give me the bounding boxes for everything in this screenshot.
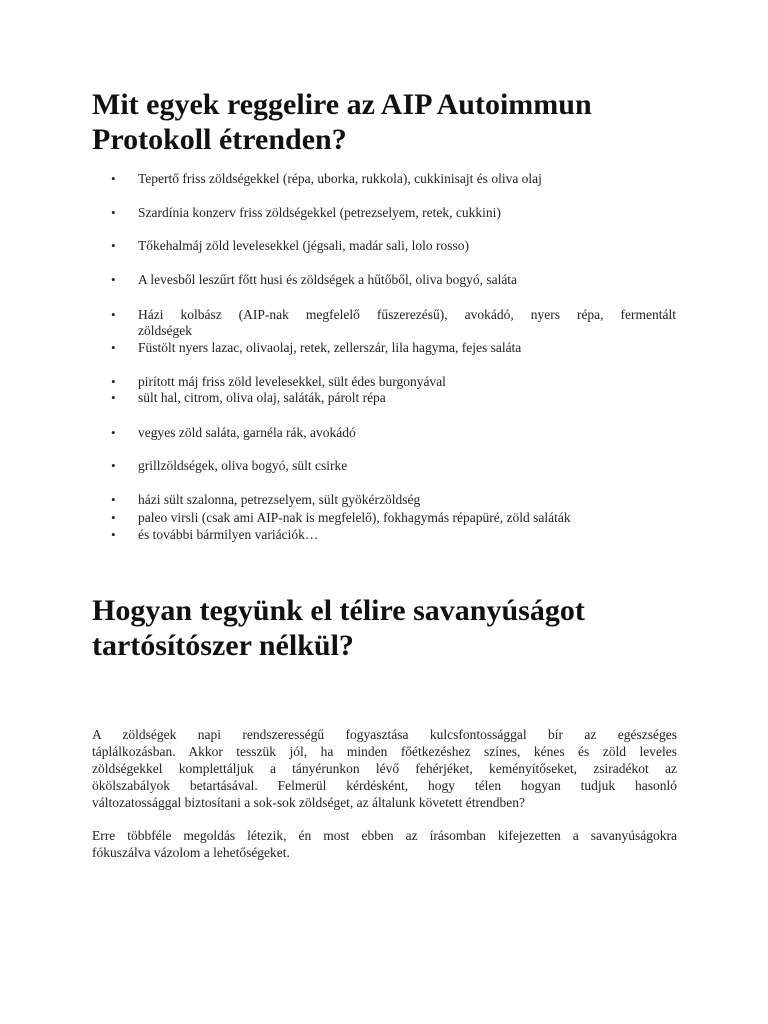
second-paragraph <box>92 827 677 861</box>
heading-breakfast-line2: Protokoll étrenden? <box>92 123 347 156</box>
list-item: • vegyes zöld saláta, garnéla rák, avokádó <box>111 425 356 440</box>
list-item: • Szardínia konzerv friss zöldségekkel (petrezselyem, retek, cukkini) <box>111 205 501 220</box>
bullet-icon: • <box>111 374 116 389</box>
list-item: • Füstölt nyers lazac, olivaolaj, retek, zellerszár, lila hagyma, fejes saláta <box>111 340 522 355</box>
paragraph-line: zöldségekkel komplettáljuk a tányérunkon lévő fehérjéket, keményítőseket, zsiradékot az <box>92 761 677 776</box>
bullet-icon: • <box>111 527 116 542</box>
list-item: • házi sült szalonna, petrezselyem, sült gyökérzöldség <box>111 492 421 507</box>
heading-pickles-line1: Hogyan tegyünk el télire savanyúságot <box>92 594 585 627</box>
bullet-icon: • <box>111 492 116 507</box>
list-item: • Tőkehalmáj zöld levelesekkel (jégsali, madár sali, lolo rosso) <box>111 238 470 253</box>
bullet-icon: • <box>111 205 116 220</box>
paragraph-line: táplálkozásban. Akkor tesszük jól, ha minden főétkezéshez színes, kénes és zöld leveles <box>92 744 677 759</box>
paragraph-line: Erre többféle megoldás létezik, én most ebben az írásomban kifejezetten a savanyúságokra <box>92 828 677 843</box>
list-item: • grillzöldségek, oliva bogyó, sült csirke <box>111 458 348 473</box>
paragraph-line: változatossággal biztosítani a sok-sok zöldséget, az általunk követett étrendben? <box>92 795 525 810</box>
bullet-icon: • <box>111 238 116 253</box>
bullet-icon: • <box>111 171 116 186</box>
list-item: • Tepertő friss zöldségekkel (répa, uborka, rukkola), cukkinisajt és oliva olaj <box>111 171 542 186</box>
heading-breakfast <box>92 87 692 157</box>
bullet-icon: • <box>111 510 116 525</box>
paragraph-line: ökölszabályok betartásával. Felmerül kérdésként, hogy télen hogyan tudjuk hasonló <box>92 778 677 793</box>
list-item: • A levesből leszűrt főtt husi és zöldségek a hűtőből, oliva bogyó, saláta <box>111 272 518 287</box>
list-item: • paleo virsli (csak ami AIP-nak is megfelelő), fokhagymás répapüré, zöld saláták <box>111 510 571 525</box>
bullet-icon: • <box>111 340 116 355</box>
heading-pickles <box>92 593 692 663</box>
heading-pickles-line2: tartósítószer nélkül? <box>92 629 354 662</box>
paragraph-line: A zöldségek napi rendszerességű fogyasztása kulcsfontossággal bír az egészséges <box>92 727 677 742</box>
bullet-icon: • <box>111 425 116 440</box>
paragraph-line: fókuszálva vázolom a lehetőségeket. <box>92 845 290 860</box>
heading-breakfast-line1: Mit egyek reggelire az AIP Autoimmun <box>92 88 592 121</box>
bullet-icon: • <box>111 390 116 405</box>
bullet-icon: • <box>111 458 116 473</box>
list-item: • pirított máj friss zöld levelesekkel, sült édes burgonyával <box>111 374 446 389</box>
bullet-icon: • <box>111 307 116 322</box>
list-item: • Házi kolbász (AIP-nak megfelelő fűszerezésű), avokádó, nyers répa, fermentált zöldségek <box>111 307 676 338</box>
intro-paragraph <box>92 726 677 811</box>
bullet-icon: • <box>111 272 116 287</box>
list-item: • és további bármilyen variációk… <box>111 527 319 542</box>
list-item: • sült hal, citrom, oliva olaj, saláták, párolt répa <box>111 390 386 405</box>
